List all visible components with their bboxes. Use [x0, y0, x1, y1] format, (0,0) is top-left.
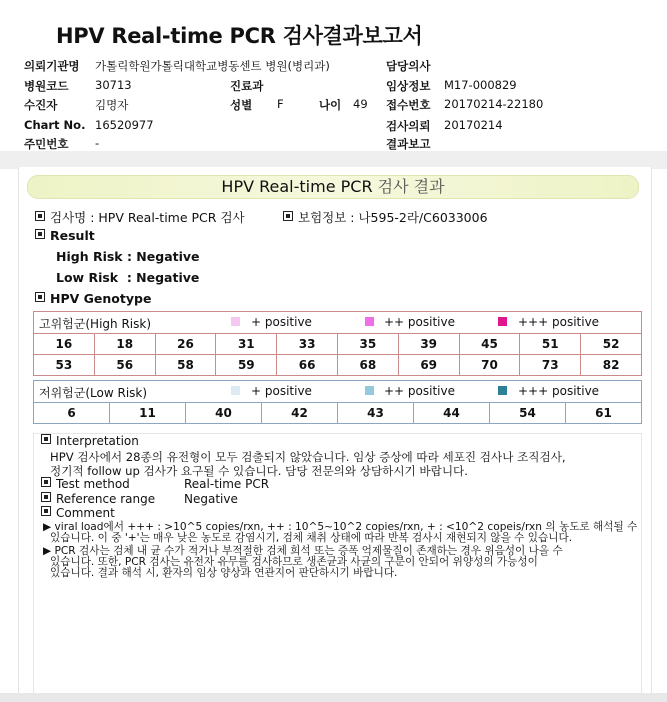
- genotype-cell: 56: [94, 355, 155, 376]
- high-risk-title: 고위험군(High Risk): [39, 317, 151, 331]
- interpretation-heading: [41, 434, 139, 448]
- square-bullet-icon: [35, 211, 45, 221]
- square-bullet-icon: [35, 229, 45, 239]
- square-bullet-icon: [41, 492, 51, 502]
- comment-heading: [41, 506, 115, 520]
- clinical-info-value: M17-000829: [444, 78, 517, 92]
- plus-legend-swatch: [231, 386, 240, 395]
- low-risk-title: 저위험군(Low Risk): [39, 386, 148, 400]
- result-heading: [35, 228, 95, 243]
- genotype-cell: 54: [490, 403, 566, 424]
- report-title: HPV Real-time PCR 검사결과보고서: [56, 24, 423, 48]
- table-row: [34, 334, 642, 355]
- patient-label: 수진자: [24, 98, 58, 112]
- interpretation-line-2: 정기적 follow up 검사가 요구될 수 있습니다. 담당 전문의와 상담하시기 바랍니다.: [50, 464, 468, 478]
- plus-legend-swatch: [231, 317, 240, 326]
- test-name-line: [35, 208, 245, 226]
- genotype-cell: 44: [414, 403, 490, 424]
- banner-main: HPV Real-time PCR: [221, 177, 373, 196]
- interpretation-label: Interpretation: [56, 434, 139, 448]
- plus-plus-legend-swatch: [365, 386, 374, 395]
- sex-label: 성별: [230, 98, 253, 112]
- square-bullet-icon: [41, 477, 51, 487]
- resident-number-label: 주민번호: [24, 137, 69, 151]
- institution-label: 의뢰기관명: [24, 59, 80, 73]
- genotype-cell: 31: [216, 334, 277, 355]
- genotype-cell: 82: [581, 355, 642, 376]
- square-bullet-icon: [35, 292, 45, 302]
- result-banner: [27, 175, 639, 199]
- plus-plus-legend-swatch: [365, 317, 374, 326]
- genotype-cell: 70: [459, 355, 520, 376]
- low-risk-result: Low Risk : Negative: [56, 270, 200, 285]
- genotype-cell: 59: [216, 355, 277, 376]
- comment-label: Comment: [56, 506, 115, 520]
- square-bullet-icon: [41, 434, 51, 444]
- high-risk-table: [33, 333, 642, 376]
- clinical-info-label: 임상정보: [386, 79, 431, 93]
- triple-plus-legend-label: +++ positive: [518, 384, 600, 398]
- comment-line-1: ▶ viral load에서 +++ : >10^5 copies/rxn, ++ : 10^5~10^2 copies/rxn, + : <10^2 copeis/rxn 의 농도로 해석될 수: [43, 521, 638, 533]
- receipt-number-label: 접수번호: [386, 98, 431, 112]
- receipt-number-value: 20170214-22180: [444, 97, 544, 111]
- comment-line-4: 있습니다. 또한, PCR 검사는 유전자 유무를 검사하므로 생존균과 사균의 구분이 안되어 위양성의 가능성이: [50, 556, 538, 568]
- low-risk-header: [33, 380, 642, 403]
- institution-value: 가톨릭학원가톨릭대학교병동센트 병원(병리과): [95, 59, 330, 73]
- hospital-code-label: 병원코드: [24, 79, 69, 93]
- hospital-code-value: 30713: [95, 78, 132, 92]
- patient-value: 김명자: [95, 98, 129, 112]
- resident-number-value: -: [95, 136, 100, 150]
- genotype-cell: 42: [262, 403, 338, 424]
- genotype-cell: 35: [337, 334, 398, 355]
- insurance-info: 보험정보 : 나595-2라/C6033006: [298, 210, 488, 225]
- comment-line-3: ▶ PCR 검사는 검체 내 균 수가 적거나 부적절한 검체 희석 또는 증폭 억제물질이 존재하는 경우 위음성이 나올 수: [43, 545, 563, 557]
- table-row: [34, 355, 642, 376]
- triple-plus-legend-swatch: [498, 317, 507, 326]
- genotype-cell: 45: [459, 334, 520, 355]
- genotype-cell: 18: [94, 334, 155, 355]
- genotype-cell: 51: [520, 334, 581, 355]
- result-label: Result: [50, 228, 95, 243]
- plus-plus-legend-label: ++ positive: [384, 315, 455, 329]
- genotype-cell: 52: [581, 334, 642, 355]
- genotype-cell: 26: [155, 334, 216, 355]
- genotype-cell: 33: [277, 334, 338, 355]
- triple-plus-legend-label: +++ positive: [518, 315, 600, 329]
- interpretation-line-1: HPV 검사에서 28종의 유전형이 모두 검출되지 않았습니다. 임상 증상에 따라 세포진 검사나 조직검사,: [50, 450, 566, 464]
- genotype-cell: 73: [520, 355, 581, 376]
- age-label: 나이: [319, 98, 342, 112]
- test-method-label: Test method: [56, 477, 130, 491]
- bottom-bar: [0, 693, 667, 702]
- square-bullet-icon: [283, 211, 293, 221]
- result-report-label: 결과보고: [386, 137, 431, 151]
- request-date-label: 검사의뢰: [386, 119, 431, 133]
- dept-label: 진료과: [230, 79, 264, 93]
- test-name: 검사명 : HPV Real-time PCR 검사: [50, 210, 245, 225]
- genotype-cell: 58: [155, 355, 216, 376]
- reference-range-value: Negative: [184, 492, 238, 506]
- genotype-cell: 43: [338, 403, 414, 424]
- square-bullet-icon: [41, 506, 51, 516]
- plus-legend-label: + positive: [251, 384, 312, 398]
- low-risk-table: [33, 402, 642, 424]
- comment-line-2: 있습니다. 이 중 '+'는 매우 낮은 농도로 감염시기, 검체 채취 상태에 따라 반복 검사시 재현되지 않을 수 있습니다.: [50, 532, 573, 544]
- triple-plus-legend-swatch: [498, 386, 507, 395]
- genotype-cell: 68: [337, 355, 398, 376]
- genotype-cell: 53: [34, 355, 95, 376]
- genotype-cell: 69: [398, 355, 459, 376]
- genotype-cell: 6: [34, 403, 110, 424]
- age-value: 49: [353, 97, 368, 111]
- high-risk-header: [33, 311, 642, 334]
- test-method-value: Real-time PCR: [184, 477, 270, 491]
- genotype-label: HPV Genotype: [50, 291, 152, 306]
- comment-line-5: 있습니다. 결과 해석 시, 환자의 임상 양상과 연관지어 판단하시기 바랍니다.: [50, 567, 398, 579]
- high-risk-result: High Risk : Negative: [56, 249, 200, 264]
- genotype-cell: 11: [110, 403, 186, 424]
- doctor-label: 담당의사: [386, 59, 431, 73]
- reference-range-label: Reference range: [56, 492, 156, 506]
- chart-no-value: 16520977: [95, 118, 154, 132]
- sex-value: F: [277, 97, 284, 111]
- table-row: [34, 403, 642, 424]
- insurance-line: [283, 208, 488, 226]
- genotype-cell: 16: [34, 334, 95, 355]
- banner-sub: 검사 결과: [372, 177, 445, 196]
- plus-legend-label: + positive: [251, 315, 312, 329]
- test-method-heading: [41, 477, 130, 491]
- genotype-cell: 66: [277, 355, 338, 376]
- chart-no-label: Chart No.: [24, 118, 86, 132]
- genotype-cell: 61: [566, 403, 642, 424]
- reference-range-heading: [41, 492, 155, 506]
- plus-plus-legend-label: ++ positive: [384, 384, 455, 398]
- genotype-cell: 39: [398, 334, 459, 355]
- genotype-cell: 40: [186, 403, 262, 424]
- request-date-value: 20170214: [444, 118, 503, 132]
- genotype-heading: [35, 291, 151, 306]
